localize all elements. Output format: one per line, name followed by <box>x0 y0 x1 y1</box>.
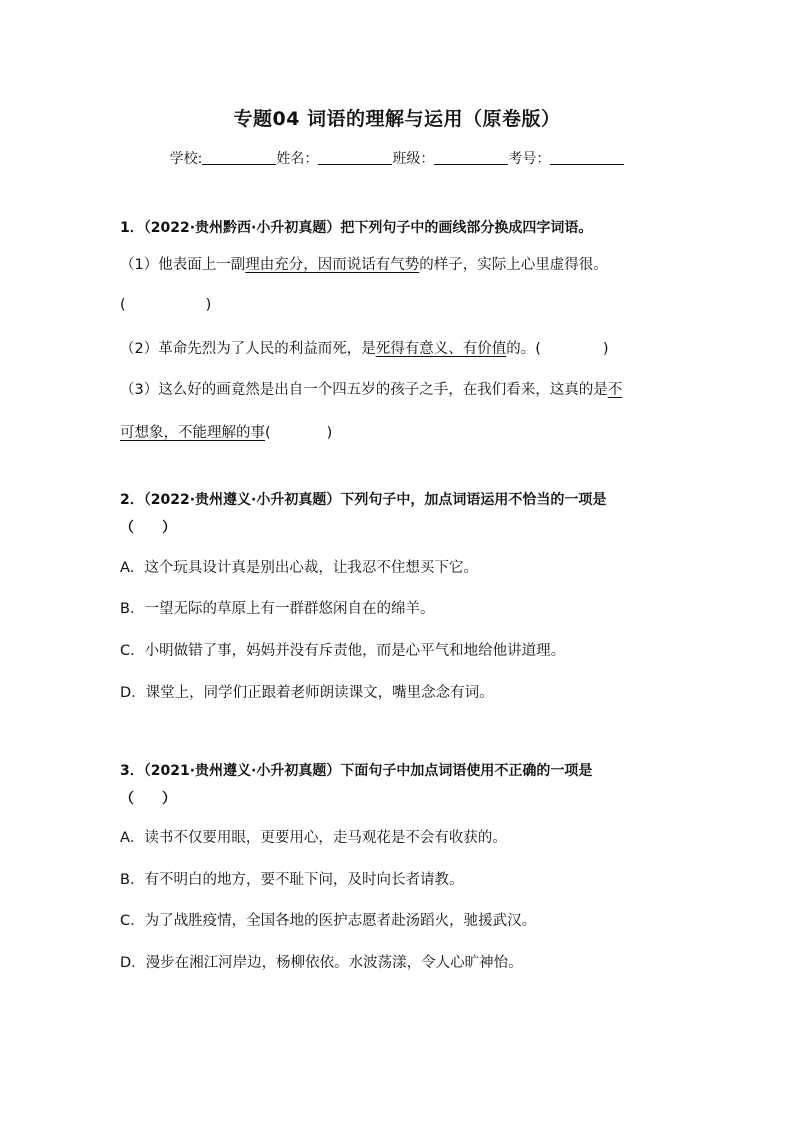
q3-source: （2021·贵州遵义·小升初真题） <box>143 763 341 779</box>
q2-number: 2． <box>120 492 144 508</box>
q1-s1-underlined: 理由充分，因而说话有气势 <box>245 257 420 273</box>
q1-s3-underlined: 可想象，不能理解的事 <box>120 425 265 441</box>
q1-s3-underlined-start: 不 <box>607 382 623 398</box>
q1-s2-text-end: 的。( <box>506 341 541 357</box>
q3-number: 3． <box>120 763 144 779</box>
q3-heading <box>120 760 592 780</box>
q3-stem: 下面句子中加点词语使用不正确的一项是 <box>340 763 593 779</box>
q2-option-b[interactable]: B．一望无际的草原上有一群群悠闲自在的绵羊。 <box>120 601 435 617</box>
paren-close: ) <box>205 297 212 313</box>
class-label: 班级： <box>392 151 435 167</box>
q1-stem: 把下列句子中的画线部分换成四字词语。 <box>340 220 593 236</box>
q2-answer-paren[interactable]: （ ） <box>120 520 176 536</box>
q3-option-d[interactable]: D．漫步在湘江河岸边，杨柳依依。水波荡漾，令人心旷神怡。 <box>120 955 523 971</box>
q1-s3-text: （3）这么好的画竟然是出自一个四五岁的孩子之手，在我们看来，这真的是 <box>120 382 608 398</box>
q3-answer-paren[interactable]: （ ） <box>120 791 176 807</box>
q1-heading <box>120 217 592 237</box>
q1-source: （2022·贵州黔西·小升初真题） <box>143 220 341 236</box>
paren-close: ) <box>326 425 333 441</box>
q1-sentence-2 <box>120 337 609 358</box>
page-title: 专题04 词语的理解与运用（原卷版） <box>233 108 561 130</box>
paren-open: ( <box>265 425 271 441</box>
q2-option-c[interactable]: C．小明做错了事，妈妈并没有斥责他，而是心平气和地给他讲道理。 <box>120 643 566 659</box>
q1-s1-text-end: 的样子，实际上心里虚得很。 <box>419 257 608 273</box>
q2-source: （2022·贵州遵义·小升初真题） <box>143 492 341 508</box>
q2-heading <box>120 489 606 509</box>
q1-sentence-3-cont <box>120 421 332 442</box>
q1-s2-text: （2）革命先烈为了人民的利益而死，是 <box>120 341 376 357</box>
name-label: 姓名： <box>276 151 319 167</box>
school-label: 学校: <box>169 151 203 167</box>
q1-sentence-3 <box>120 378 674 399</box>
q1-s2-underlined: 死得有意义、有价值 <box>375 341 507 357</box>
q2-stem: 下列句子中，加点词语运用不恰当的一项是 <box>340 492 607 508</box>
q3-option-b[interactable]: B．有不明白的地方，要不耻下问，及时向长者请教。 <box>120 872 464 888</box>
q1-s1-text: （1）他表面上一副 <box>120 257 246 273</box>
q2-option-a[interactable]: A．这个玩具设计真是别出心裁，让我忍不住想买下它。 <box>120 560 478 576</box>
q2-option-d[interactable]: D．课堂上，同学们正跟着老师朗读课文，嘴里念念有词。 <box>120 685 494 701</box>
school-blank <box>202 149 276 165</box>
q3-option-c[interactable]: C．为了战胜疫情，全国各地的医护志愿者赴汤蹈火，驰援武汉。 <box>120 913 537 929</box>
student-info-line <box>0 148 794 168</box>
name-blank <box>318 149 392 165</box>
exam-no-label: 考号： <box>508 151 551 167</box>
q1-sentence-1 <box>120 253 608 274</box>
paren-open: ( <box>120 297 126 313</box>
class-blank <box>434 149 508 165</box>
q3-option-a[interactable]: A．读书不仅要用眼，更要用心，走马观花是不会有收获的。 <box>120 830 507 846</box>
q1-number: 1． <box>120 220 144 236</box>
q1-s1-answer <box>120 297 211 313</box>
paren-close: ) <box>602 341 609 357</box>
exam-no-blank <box>550 149 624 165</box>
